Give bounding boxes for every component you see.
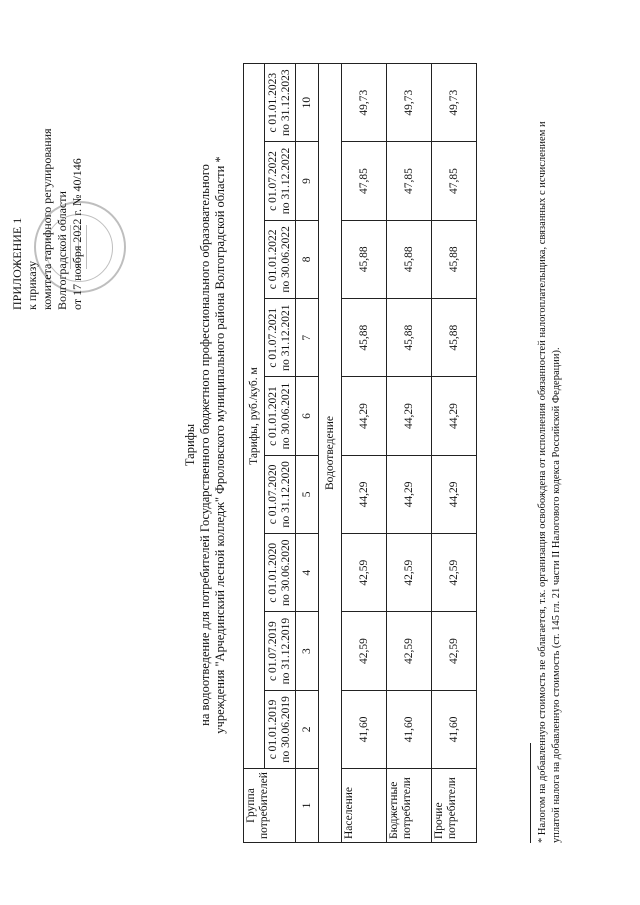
tariff-cell: 42,59	[387, 534, 432, 612]
tariff-cell: 42,59	[432, 534, 477, 612]
tariff-cell: 41,60	[387, 690, 432, 768]
column-number: 10	[296, 64, 319, 142]
tariff-cell: 42,59	[432, 612, 477, 690]
tariff-cell: 44,29	[387, 377, 432, 455]
column-number: 7	[296, 299, 319, 377]
period-header: с 01.07.2021 по 31.12.2021	[265, 299, 296, 377]
tariff-cell: 42,59	[342, 612, 387, 690]
period-header: с 01.01.2020 по 30.06.2020	[265, 534, 296, 612]
column-number: 8	[296, 220, 319, 298]
column-number: 1	[296, 769, 319, 843]
row-group-label: Бюджетные потребители	[387, 769, 432, 843]
tariff-cell: 44,29	[387, 455, 432, 533]
tariff-cell: 42,59	[387, 612, 432, 690]
tariff-cell: 41,60	[342, 690, 387, 768]
period-header: с 01.01.2022 по 30.06.2022	[265, 220, 296, 298]
tariff-cell: 45,88	[387, 299, 432, 377]
column-number: 9	[296, 142, 319, 220]
tariff-cell: 47,85	[387, 142, 432, 220]
appendix-date: от 17 ноября 2022 г. № 40/146	[70, 158, 84, 310]
tariff-cell: 45,88	[342, 220, 387, 298]
title-subline-1: на водоотведение для потребителей Государственного бюджетного профессионального образовательного	[198, 164, 212, 726]
title-subline-2: учреждения "Арчединский лесной колледж" Фроловского муниципального района Волгоградской области *	[213, 156, 227, 734]
footnote-line-2: уплатой налога на добавленную стоимость (ст. 145 гл. 21 части II Налогового кодекса Российской Федерации).	[551, 347, 562, 843]
tariff-cell: 49,73	[342, 64, 387, 142]
row-group-label: Прочие потребители	[432, 769, 477, 843]
period-header: с 01.01.2019 по 30.06.2019	[265, 690, 296, 768]
tariff-cell: 49,73	[432, 64, 477, 142]
tariff-cell: 47,85	[342, 142, 387, 220]
tariff-cell: 47,85	[432, 142, 477, 220]
tariff-cell: 45,88	[432, 299, 477, 377]
column-number-row	[296, 64, 319, 843]
period-header-row	[265, 64, 296, 843]
tariff-cell: 45,88	[432, 220, 477, 298]
table-header-row	[244, 64, 265, 843]
tariff-cell: 44,29	[432, 377, 477, 455]
document-title	[183, 45, 228, 845]
column-number: 4	[296, 534, 319, 612]
tariff-cell: 42,59	[342, 534, 387, 612]
tariff-table	[243, 63, 477, 843]
column-number: 5	[296, 455, 319, 533]
title-heading: Тарифы	[183, 423, 197, 467]
appendix-committee: комитета тарифного регулирования	[40, 128, 54, 310]
table-row	[387, 64, 432, 843]
footnote	[536, 43, 564, 843]
appendix-header	[10, 10, 85, 310]
footnote-line-1: * Налогом на добавленную стоимость не облагается, т.к. организация освобождена от исполнения обязанностей налогоплательщика, связанных с исчислением и	[537, 121, 548, 843]
tariff-column-header: Тарифы, руб./куб. м	[244, 64, 265, 769]
tariff-cell: 44,29	[342, 455, 387, 533]
period-header: с 01.07.2019 по 31.12.2019	[265, 612, 296, 690]
period-header: с 01.01.2023 по 31.12.2023	[265, 64, 296, 142]
column-number: 6	[296, 377, 319, 455]
group-column-header: Группа потребителей	[244, 769, 296, 843]
column-number: 2	[296, 690, 319, 768]
tariff-cell: 44,29	[342, 377, 387, 455]
section-title: Водоотведение	[319, 64, 342, 843]
tariff-cell: 44,29	[432, 455, 477, 533]
appendix-region: Волгоградской области	[55, 191, 69, 310]
row-group-label: Население	[342, 769, 387, 843]
tariff-cell: 45,88	[342, 299, 387, 377]
table-row	[432, 64, 477, 843]
tariff-cell: 49,73	[387, 64, 432, 142]
period-header: с 01.07.2020 по 31.12.2020	[265, 455, 296, 533]
period-header: с 01.01.2021 по 30.06.2021	[265, 377, 296, 455]
period-header: с 01.07.2022 по 31.12.2022	[265, 142, 296, 220]
appendix-order-ref: к приказу	[25, 260, 39, 310]
tariff-cell: 45,88	[387, 220, 432, 298]
footnote-divider	[530, 743, 531, 843]
appendix-title: ПРИЛОЖЕНИЕ 1	[10, 217, 24, 310]
tariff-cell: 41,60	[432, 690, 477, 768]
stamp-line	[86, 225, 87, 269]
column-number: 3	[296, 612, 319, 690]
table-row	[342, 64, 387, 843]
section-row	[319, 64, 342, 843]
